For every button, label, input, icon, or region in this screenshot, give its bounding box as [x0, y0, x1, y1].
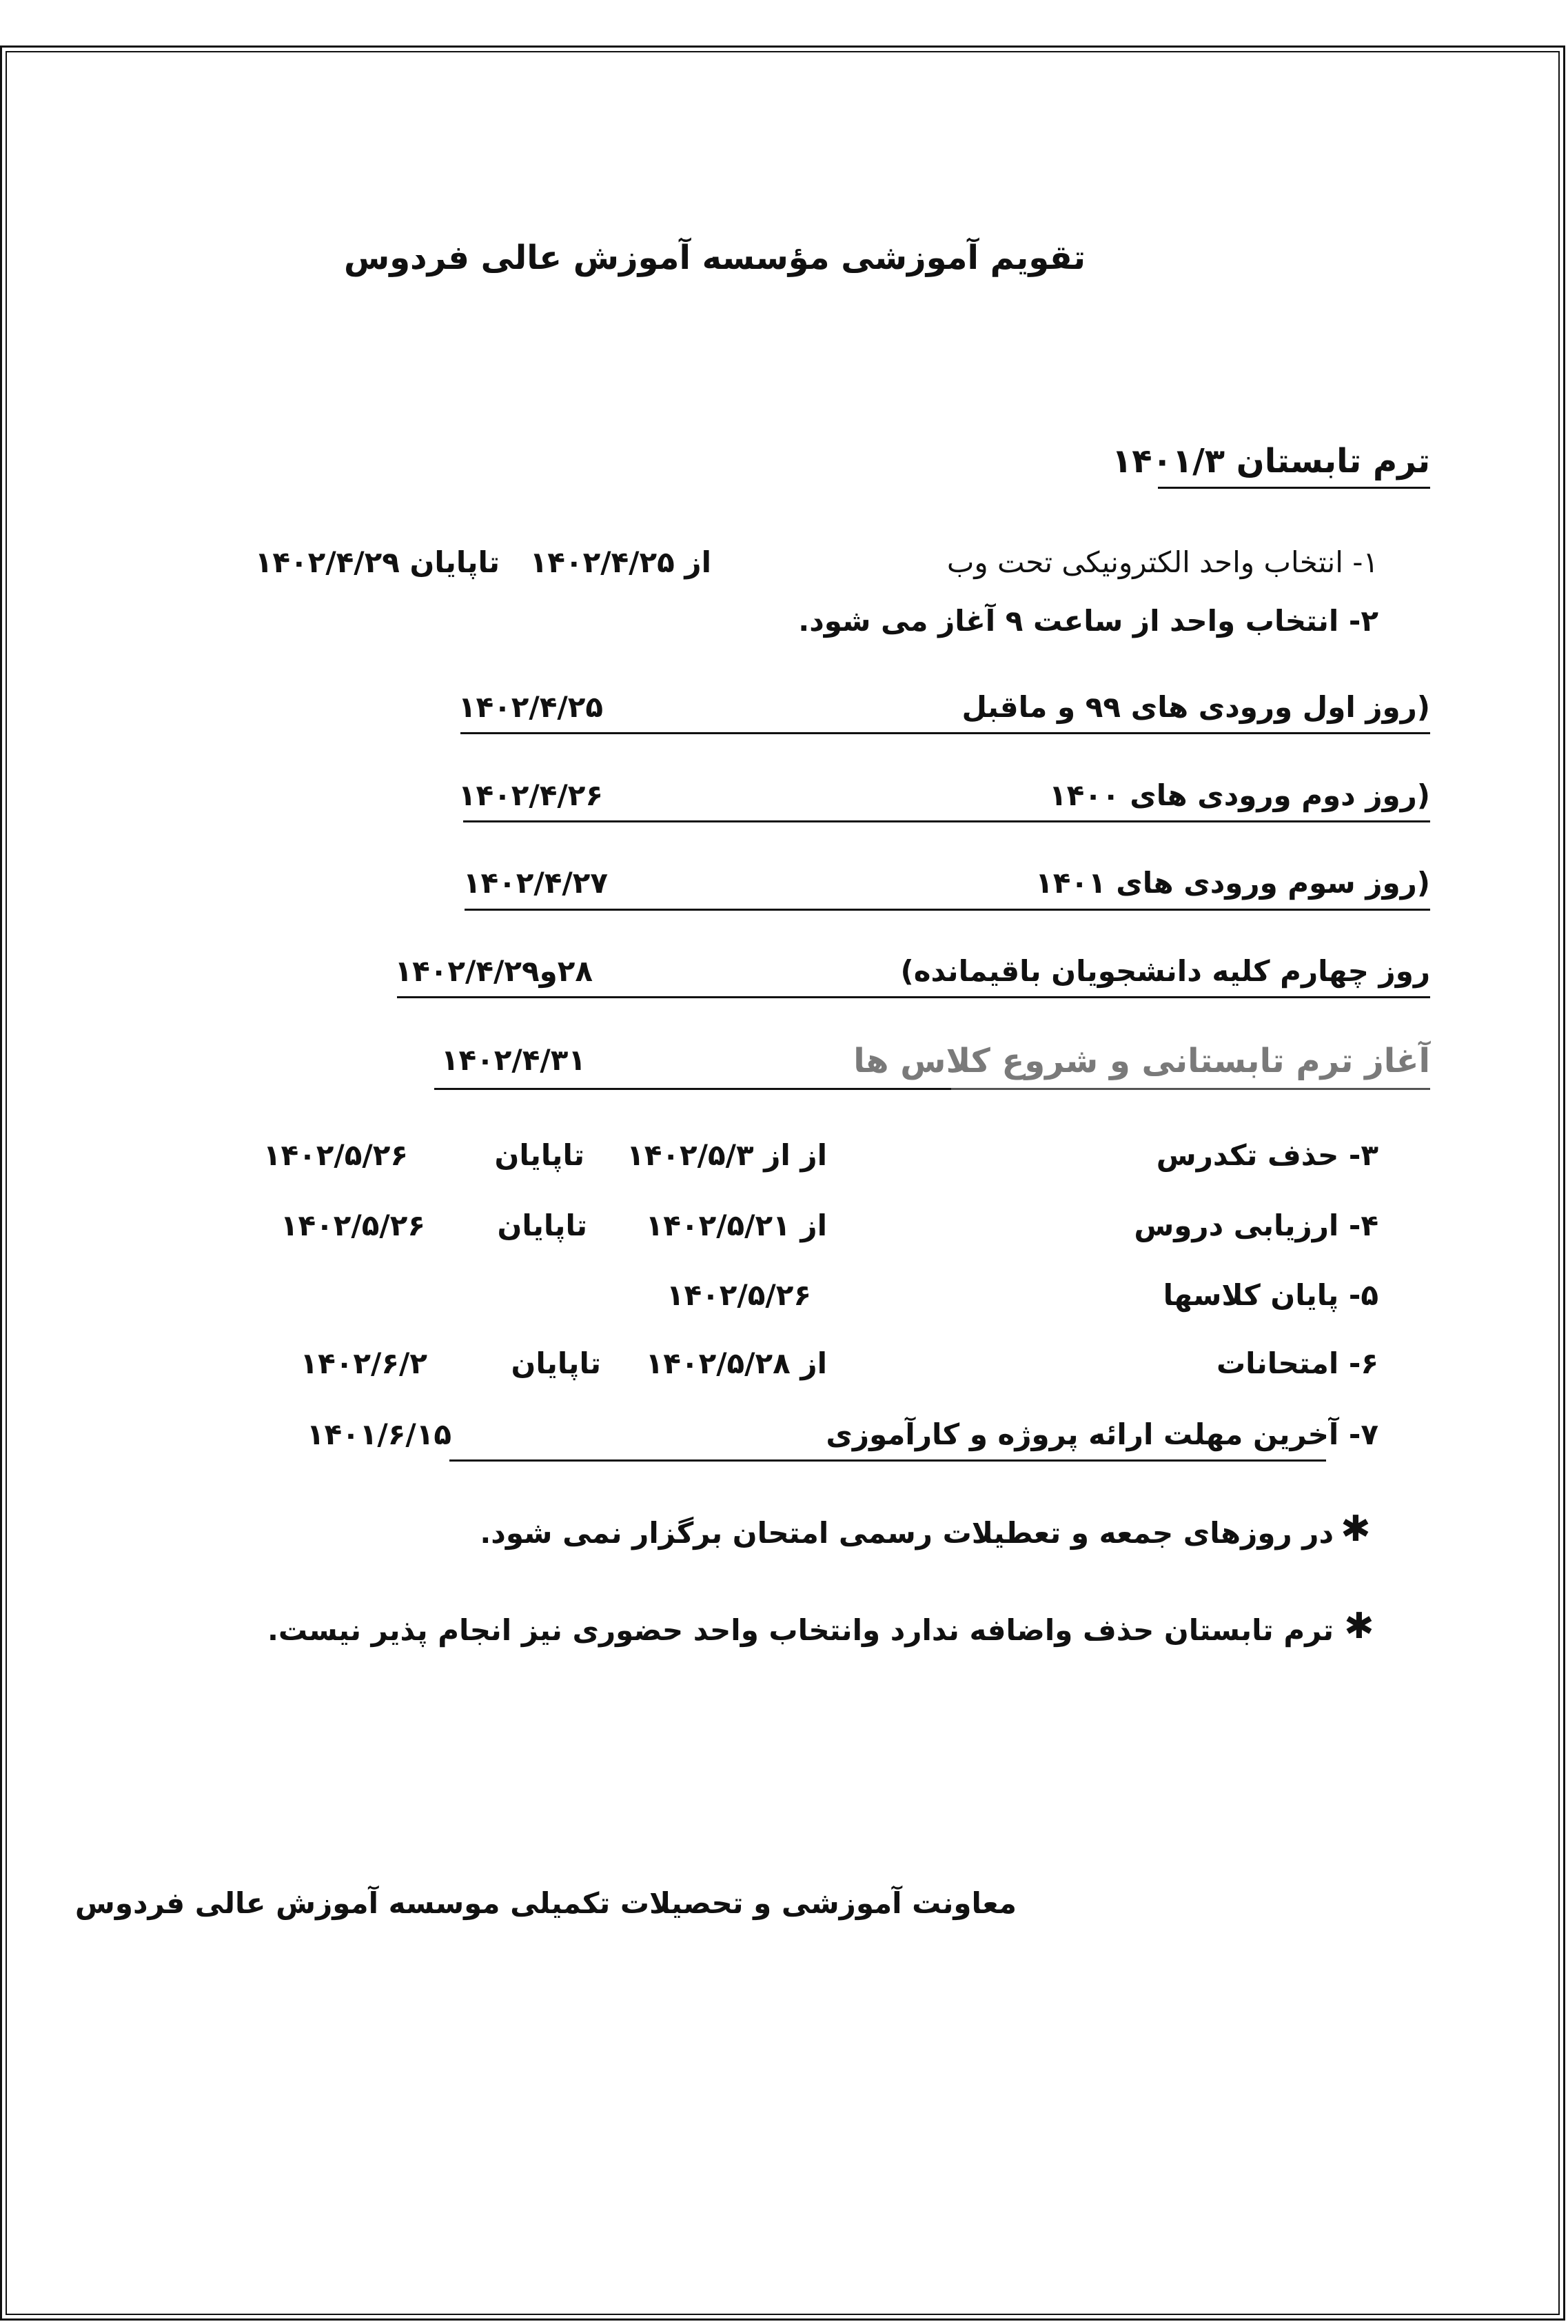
day-1-underline — [460, 732, 1430, 734]
term-start-date: ۱۴۰۲/۴/۳۱ — [440, 1043, 586, 1077]
day-1-label: (روز اول ورودی های ۹۹ و ماقبل — [961, 690, 1430, 724]
item-3-to: ۱۴۰۲/۵/۲۶ — [263, 1138, 408, 1172]
term-start-label: آغاز ترم تابستانی و شروع کلاس ها — [853, 1042, 1430, 1080]
day-3-underline — [465, 909, 1430, 911]
asterisk-icon: ✱ — [1344, 1606, 1374, 1647]
term-heading: ترم تابستان ۱۴۰۱/۳ — [1112, 442, 1430, 481]
item-4-to-word: تاپایان — [497, 1209, 587, 1242]
asterisk-icon: ✱ — [1341, 1508, 1371, 1550]
item-7-underline — [449, 1459, 1326, 1462]
item-3-from: از از ۱۴۰۲/۵/۳ — [627, 1138, 827, 1172]
item-5-label: ۵- پایان کلاسها — [1163, 1278, 1378, 1312]
day-4-date: ۲۸و۱۴۰۲/۴/۲۹ — [394, 954, 593, 988]
item-6-label: ۶- امتحانات — [1216, 1346, 1378, 1380]
day-4-label: روز چهارم کلیه دانشجویان باقیمانده) — [900, 954, 1430, 988]
item-6-to-word: تاپایان — [511, 1346, 601, 1380]
item-1-from: از ۱۴۰۲/۴/۲۵ — [529, 545, 711, 579]
item-7-date: ۱۴۰۱/۶/۱۵ — [306, 1417, 451, 1451]
term-heading-underline — [1158, 487, 1430, 489]
day-1-date: ۱۴۰۲/۴/۲۵ — [458, 690, 603, 724]
term-start-underline-gray — [951, 1088, 1430, 1090]
day-4-underline — [397, 996, 1430, 998]
item-6-to: ۱۴۰۲/۶/۲ — [300, 1346, 427, 1380]
day-2-label: (روز دوم ورودی های ۱۴۰۰ — [1049, 778, 1430, 812]
item-6-from: از ۱۴۰۲/۵/۲۸ — [645, 1346, 827, 1380]
signature: معاونت آموزشی و تحصیلات تکمیلی موسسه آموزش عالی فردوس — [74, 1886, 1017, 1920]
item-3-label: ۳- حذف تکدرس — [1156, 1138, 1378, 1172]
item-3-to-word: تاپایان — [494, 1138, 584, 1172]
note-1: در روزهای جمعه و تعطیلات رسمی امتحان برگزار نمی شود. — [480, 1516, 1334, 1550]
item-1-to: تاپایان ۱۴۰۲/۴/۲۹ — [254, 545, 500, 579]
day-2-date: ۱۴۰۲/۴/۲۶ — [458, 778, 603, 812]
item-4-from: از ۱۴۰۲/۵/۲۱ — [645, 1209, 827, 1242]
note-2: ترم تابستان حذف واضافه ندارد وانتخاب واحد حضوری نیز انجام پذیر نیست. — [267, 1613, 1334, 1647]
page-border-inner — [6, 51, 1560, 2315]
item-2-label: ۲- انتخاب واحد از ساعت ۹ آغاز می شود. — [798, 604, 1378, 638]
day-3-date: ۱۴۰۲/۴/۲۷ — [462, 866, 608, 900]
day-3-label: (روز سوم ورودی های ۱۴۰۱ — [1035, 866, 1430, 900]
document-title: تقویم آموزشی مؤسسه آموزش عالی فردوس — [343, 239, 1086, 277]
item-7-label: ۷- آخرین مهلت ارائه پروژه و کارآموزی — [826, 1417, 1378, 1451]
item-5-date: ۱۴۰۲/۵/۲۶ — [666, 1278, 811, 1312]
day-2-underline — [463, 820, 1430, 822]
item-4-label: ۴- ارزیابی دروس — [1134, 1209, 1378, 1242]
item-4-to: ۱۴۰۲/۵/۲۶ — [280, 1209, 425, 1242]
term-start-underline — [434, 1088, 951, 1090]
item-1-label: ۱- انتخاب واحد الکترونیکی تحت وب — [946, 545, 1378, 579]
